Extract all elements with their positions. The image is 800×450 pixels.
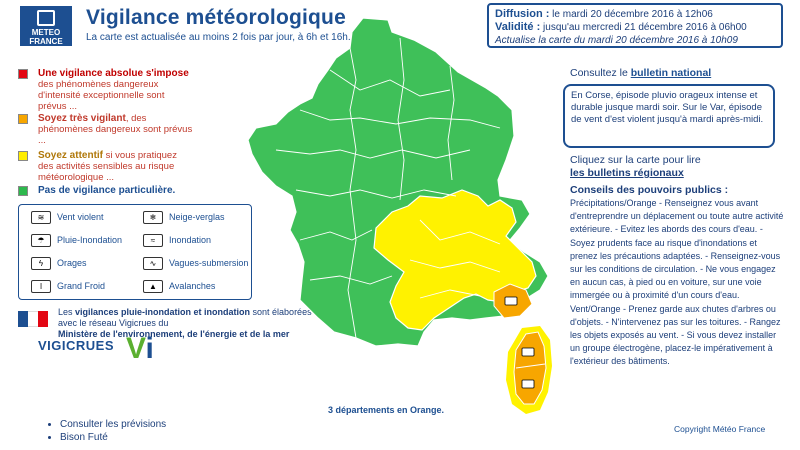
legend-green-head: Pas de vigilance particulière.	[38, 185, 176, 196]
snow-icon: ❄	[143, 211, 163, 224]
diffusion-value: le mardi 20 décembre 2016 à 12h06	[552, 9, 713, 20]
ministere-pre: Les	[58, 307, 76, 317]
legend-storm-label: Orages	[57, 258, 87, 268]
map-rain-icon-2	[522, 380, 534, 388]
flood-icon: ≈	[143, 234, 163, 247]
consult-pre: Consultez le	[570, 67, 631, 79]
copyright: Copyright Météo France	[674, 424, 766, 434]
vigicrues-logo[interactable]: VIGICRUES	[38, 338, 115, 353]
legend-rain-flood-label: Pluie-Inondation	[57, 235, 123, 245]
page-title: Vigilance météorologique	[86, 6, 346, 29]
legend-wind-label: Vent violent	[57, 212, 104, 222]
legend-flood-label: Inondation	[169, 235, 212, 245]
wind-icon: ≋	[31, 211, 51, 224]
vi-logo-v: V	[126, 332, 146, 365]
validite-value: jusqu'au mercredi 21 décembre 2016 à 06h00	[543, 22, 747, 33]
page-subtitle: La carte est actualisée au moins 2 fois par jour, à 6h et 16h.	[86, 32, 351, 43]
legend-wave-label: Vagues-submersion	[169, 258, 249, 268]
legend-red-head: Une vigilance absolue s'impose	[38, 68, 189, 79]
legend-yellow-rest: si vous pratiquez des activités sensibles au risque météorologique ...	[38, 150, 177, 183]
update-link[interactable]: Actualise la carte du mardi 20 décembre 2016 à 10h09	[495, 35, 738, 46]
rain-flood-icon: ☂	[31, 234, 51, 247]
clickmap-pre: Cliquez sur la carte pour lire	[570, 154, 701, 166]
legend-orange-head: Soyez très vigilant	[38, 113, 126, 124]
legend-yellow-head: Soyez attentif	[38, 150, 104, 161]
click-map-note	[570, 154, 701, 180]
legend-orange-rest: , des phénomènes dangereux sont prévus ...	[38, 113, 193, 146]
storm-icon: ϟ	[31, 257, 51, 270]
ministere-mid: sont élaborées avec le réseau Vigicrues du	[58, 307, 312, 328]
validite-label: Validité :	[495, 21, 541, 33]
vi-logo-i: i	[145, 332, 154, 365]
ministere-bold1: vigilances pluie-inondation et inondation	[75, 307, 251, 317]
map-rain-icon-1	[522, 348, 534, 356]
map-wind-icon	[505, 297, 517, 305]
bulletins-regionaux-link[interactable]: les bulletins régionaux	[570, 167, 684, 179]
legend-cold-label: Grand Froid	[57, 281, 106, 291]
thermometer-icon: ǀ	[31, 280, 51, 293]
bulletin-national-link[interactable]: bulletin national	[630, 67, 712, 79]
link-bison-fute[interactable]: • Bison Futé	[60, 431, 166, 444]
avalanche-icon: ▲	[143, 280, 163, 293]
bottom-links	[48, 418, 166, 444]
situation-box: En Corse, épisode pluvio orageux intense et durable jusque mardi soir. Sur le Var, épisode de vent d'est violent jusqu'à mardi après-midi.	[563, 84, 775, 148]
legend-snow-label: Neige-verglas	[169, 212, 225, 222]
logo-line2: FRANCE	[29, 37, 63, 46]
link-previsions[interactable]: • Consulter les prévisions	[60, 418, 166, 431]
conseils-title: Conseils des pouvoirs publics :	[570, 184, 729, 196]
diffusion-label: Diffusion :	[495, 8, 550, 20]
map-andorra-box	[378, 334, 384, 340]
logo-line1: METEO	[31, 28, 61, 37]
orange-count: 3 départements en Orange.	[328, 405, 445, 415]
wave-icon: ∿	[143, 257, 163, 270]
ministere-bold2[interactable]: Ministère de l'environnement, de l'énergie et de la mer	[58, 329, 290, 339]
legend-red-sub: des phénomènes dangereux d'intensité exceptionnelle sont prévus ...	[38, 79, 165, 112]
consult-national	[570, 67, 711, 79]
legend-avalanche-label: Avalanches	[169, 281, 216, 291]
conseils-text: Précipitations/Orange - Renseignez vous avant d'entreprendre un déplacement ou toute autre activité extérieure. - Evitez les abords des cours d'eau. - Soyez prudents face au risque d'inondations et prenez les précautions adaptées. - Renseignez-vous sur les conditions de circulation. - Ne vous engagez en aucun cas, à pied ou en voiture, sur une voie immergée ou à proximité d'un cours d'eau. Vent/Orange - Prenez garde aux chutes d'arbres ou d'objets. - N'intervenez pas sur les toitures. - Rangez les objets exposés au vent. - Si vous devez installer un groupe électrogène, placez-le impérativement à l'extérieur des bâtiments.	[570, 198, 784, 367]
